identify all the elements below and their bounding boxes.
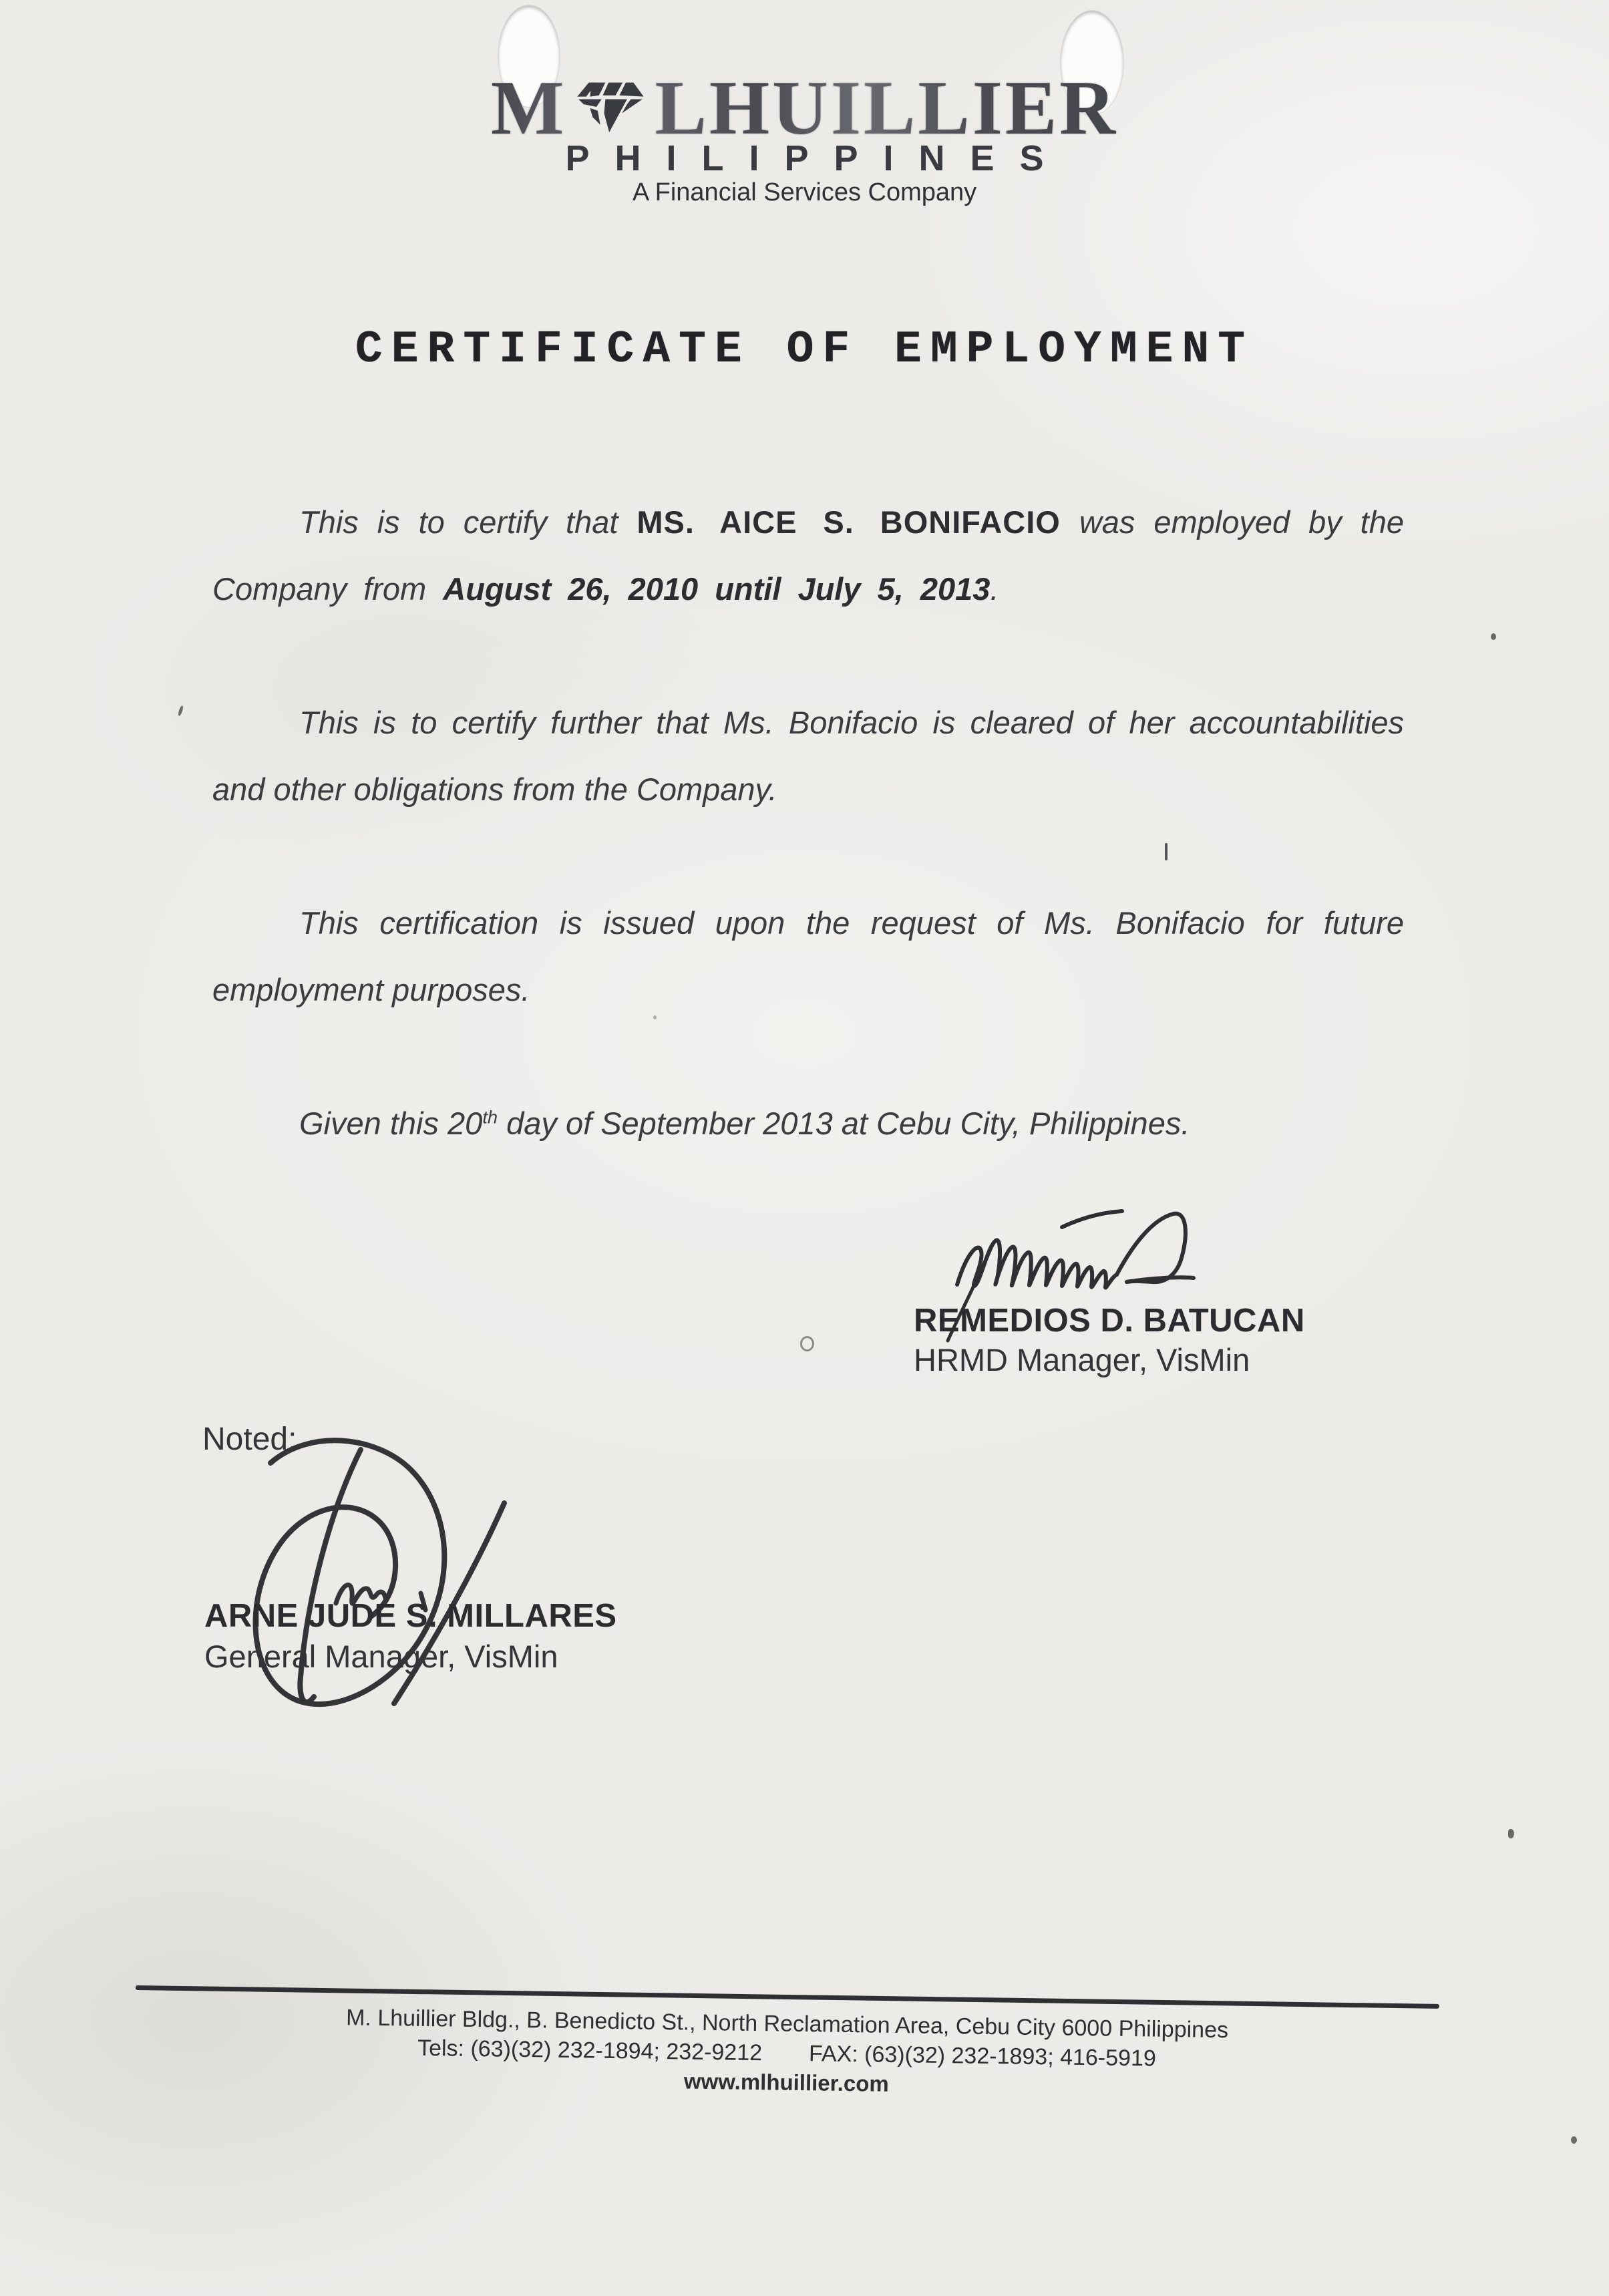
- hr-manager-title: HRMD Manager, VisMin: [914, 1342, 1250, 1377]
- paragraph-gap: [212, 1023, 1404, 1090]
- paragraph3-line1: This certification is issued upon the request of Ms. Bonifacio for future: [299, 905, 1404, 941]
- logo-letter-m: M: [490, 65, 567, 151]
- hr-manager-name: REMEDIOS D. BATUCAN: [914, 1303, 1305, 1339]
- p1-text-a: This is to certify that: [299, 504, 637, 540]
- ordinal-suffix: th: [482, 1106, 498, 1128]
- footer-tels: Tels: (63)(32) 232-1894; 232-9212: [417, 2035, 763, 2066]
- general-manager-signature: [190, 1410, 591, 1724]
- letter-body: [212, 489, 1404, 1157]
- employee-name: MS. AICE S. BONIFACIO: [637, 504, 1061, 540]
- given-text-a: Given this 20: [299, 1106, 483, 1141]
- paragraph-gap: [212, 623, 1404, 689]
- logo-subtitle: PHILIPPINES: [565, 138, 1069, 178]
- scan-speck: [800, 1336, 814, 1351]
- logo-wordmark: LHUILLIER: [655, 65, 1119, 151]
- employment-dates: August 26, 2010 until July 5, 2013: [443, 571, 991, 607]
- p1-text-c: Company from: [212, 571, 443, 607]
- footer: [148, 2000, 1425, 2106]
- footer-address: M. Lhuillier Bldg., B. Benedicto St., North Reclamation Area, Cebu City 6000 Philippines: [345, 2005, 1229, 2043]
- company-logo: [0, 65, 1609, 151]
- company-tagline: A Financial Services Company: [632, 178, 977, 206]
- document-title: CERTIFICATE OF EMPLOYMENT: [355, 324, 1254, 375]
- scan-speck: [653, 1015, 657, 1019]
- footer-fax: FAX: (63)(32) 232-1893; 416-5919: [808, 2041, 1157, 2072]
- given-text-b: day of September 2013 at Cebu City, Philippines.: [498, 1106, 1190, 1141]
- general-manager-name: ARNE JUDE S. MILLARES: [204, 1598, 617, 1634]
- p1-text-b: was employed by the: [1060, 504, 1404, 540]
- paragraph2-line2: and other obligations from the Company.: [212, 772, 777, 807]
- diamond-gem-icon: [570, 77, 651, 135]
- p1-text-d: .: [990, 571, 999, 607]
- noted-label: Noted:: [202, 1422, 297, 1457]
- paragraph-gap: [212, 823, 1404, 890]
- footer-gap: [762, 2060, 809, 2061]
- footer-website: www.mlhuillier.com: [683, 2068, 890, 2096]
- scan-speck: [1165, 843, 1168, 860]
- general-manager-title: General Manager, VisMin: [204, 1639, 558, 1674]
- scan-speck: [1491, 633, 1496, 640]
- paragraph1-line1: [212, 489, 1404, 556]
- paragraph3-line2: employment purposes.: [212, 972, 530, 1007]
- paragraph2-line1: This is to certify further that Ms. Bonifacio is cleared of her accountabilities: [299, 705, 1404, 740]
- scan-speck: [178, 705, 184, 717]
- scan-speck: [1571, 2136, 1577, 2144]
- date-issued-line: [212, 1090, 1404, 1157]
- paragraph1-line2: [212, 556, 1404, 623]
- scan-speck: [1508, 1829, 1514, 1838]
